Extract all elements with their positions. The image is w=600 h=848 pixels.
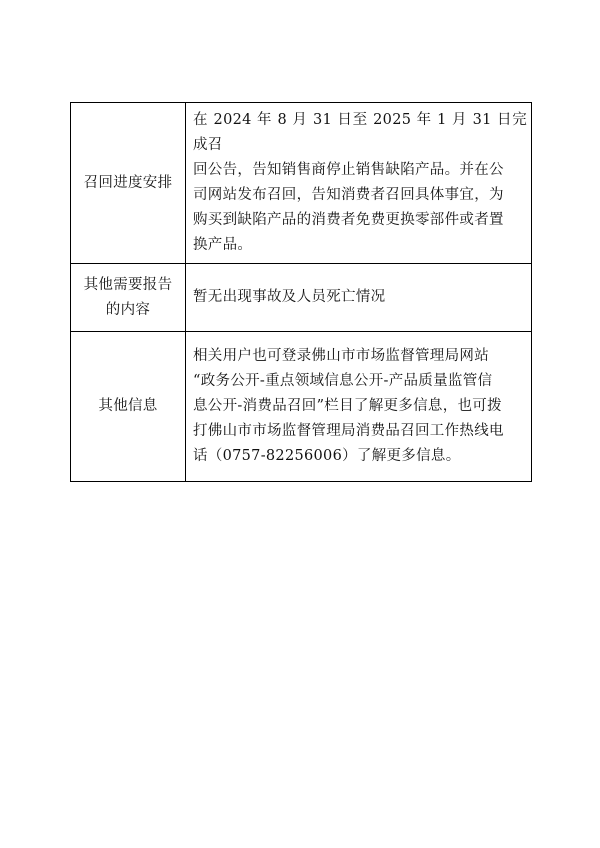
content-line: 在 2024 年 8 月 31 日至 2025 年 1 月 31 日完成召 (193, 112, 527, 153)
content-other-report (186, 264, 532, 332)
content-line: 购买到缺陷产品的消费者免费更换零部件或者置 (193, 212, 504, 228)
content-line: 打佛山市市场监督管理局消费品召回工作热线电 (193, 423, 504, 439)
recall-info-table (70, 102, 532, 482)
content-line: 司网站发布召回，告知消费者召回具体事宜，为 (193, 187, 504, 203)
label-text: 其他需要报告 (83, 276, 173, 293)
label-other-report (71, 264, 186, 332)
content-line: “政务公开-重点领域信息公开-产品质量监管信 (193, 373, 493, 389)
content-line: 暂无出现事故及人员死亡情况 (193, 289, 386, 305)
table-row-other-report (71, 264, 532, 332)
label-text: 召回进度安排 (83, 174, 173, 191)
label-other-info (71, 332, 186, 482)
content-line: 话（0757-82256006）了解更多信息。 (193, 448, 461, 464)
content-line: 相关用户也可登录佛山市市场监督管理局网站 (193, 348, 489, 364)
label-text: 其他信息 (98, 398, 158, 414)
label-recall-progress (71, 103, 186, 264)
content-line: 息公开-消费品召回”栏目了解更多信息，也可拨 (193, 398, 502, 414)
table-row-other-info (71, 332, 532, 482)
content-line: 换产品。 (193, 237, 253, 253)
content-other-info (186, 332, 532, 482)
label-text: 的内容 (105, 301, 151, 318)
content-recall-progress (186, 103, 532, 264)
table-row-recall-progress (71, 103, 532, 264)
content-line: 回公告，告知销售商停止销售缺陷产品。并在公 (193, 162, 504, 178)
